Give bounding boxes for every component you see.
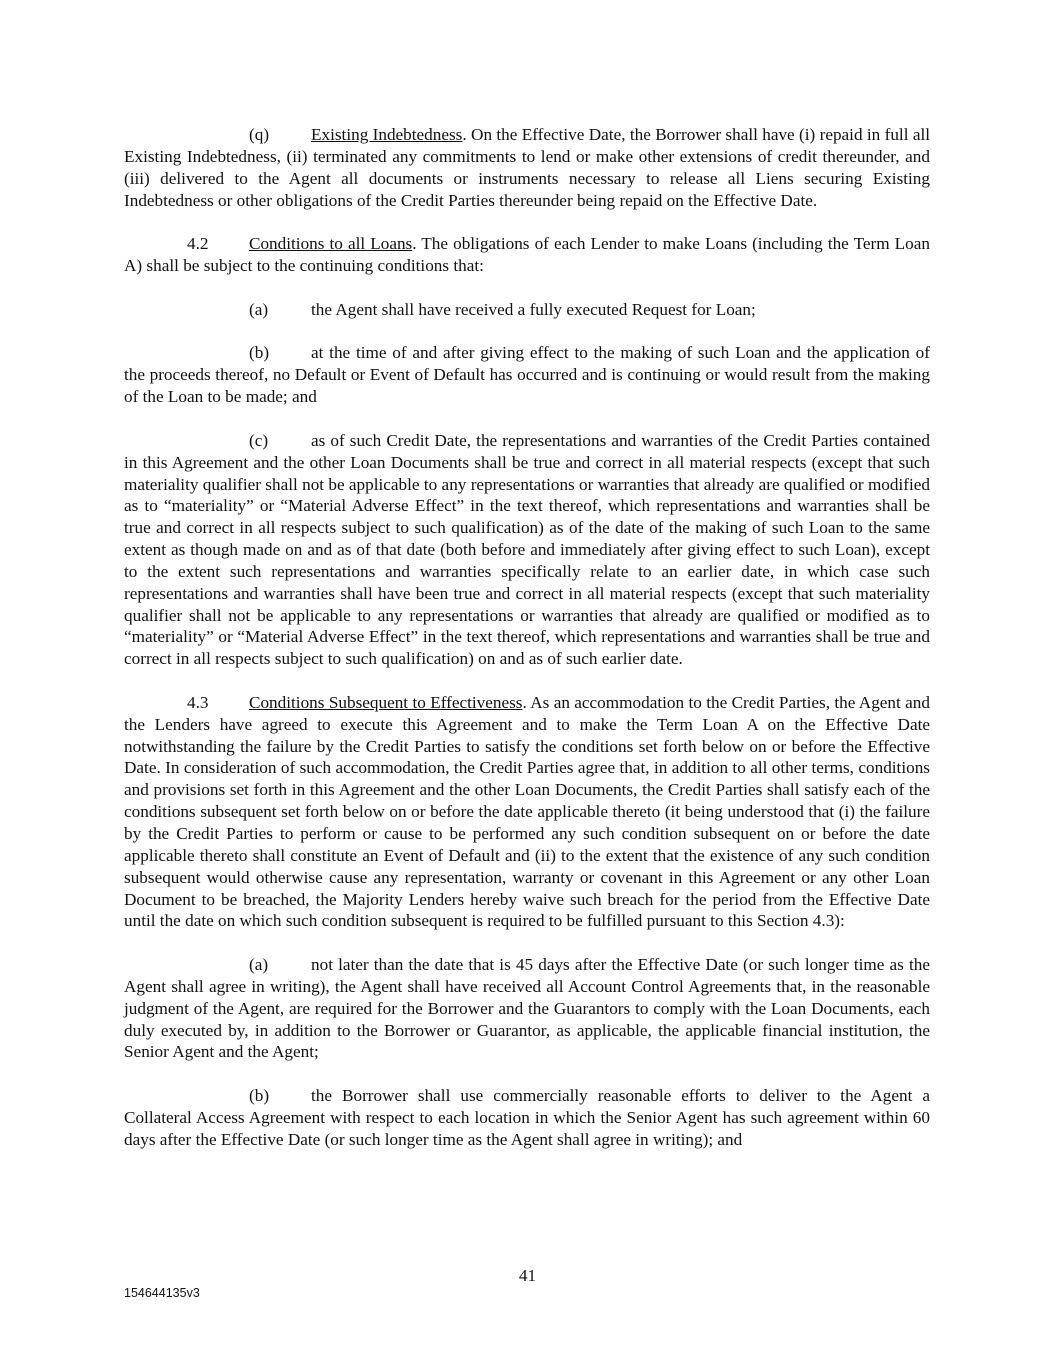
clause-text: the Borrower shall use commercially reasonable efforts to deliver to the Agent a Collateral Access Agreement with respect to each location in which the Senior Agent has such agreement within 60 days after the Effective Date (or such longer time as the Agent shall agree in writing); and <box>124 1086 930 1149</box>
clause-label: (c) <box>249 430 269 450</box>
clause-label: (b) <box>249 1086 270 1106</box>
section-paragraph <box>124 233 930 277</box>
clause-text: not later than the date that is 45 days after the Effective Date (or such longer time as the Agent shall agree in writing), the Agent shall have received all Account Control Agreements that, in the reasonable judgment of the Agent, are required for the Borrower and the Guarantors to comply with the Loan Documents, each duly executed by, in addition to the Borrower or Guarantor, as applicable, the applicable financial institution, the Senior Agent and the Agent; <box>124 955 930 1062</box>
clause-text: . As an accommodation to the Credit Parties, the Agent and the Lenders have agreed to execute this Agreement and to make the Term Loan A on the Effective Date notwithstanding the failure by the Credit Parties to satisfy the conditions set forth below on or before the Effective Date. In consideration of such accommodation, the Credit Parties agree that, in addition to all other terms, conditions and provisions set forth in this Agreement and the other Loan Documents, the Credit Parties shall satisfy each of the conditions subsequent set forth below on or before the date applicable thereto (it being understood that (i) the failure by the Credit Parties to perform or cause to be performed any such condition subsequent on or before the date applicable thereto shall constitute an Event of Default and (ii) to the extent that the existence of any such condition subsequent would otherwise cause any representation, warranty or covenant in this Agreement or any other Loan Document to be breached, the Majority Lenders hereby waive such breach for the period from the Effective Date until the date on which such condition subsequent is required to be fulfilled pursuant to this Section 4.3): <box>124 692 930 931</box>
clause-text: as of such Credit Date, the representations and warranties of the Credit Parties contained in this Agreement and the other Loan Documents shall be true and correct in all material respects (except that such materiality qualifier shall not be applicable to any representations or warranties that already are qualified or modified as to “materiality” or “Material Adverse Effect” in the text thereof, which representations and warranties shall be true and correct in all respects subject to such qualification) as of the date of the making of such Loan to the same extent as though made on and as of that date (both before and immediately after giving effect to such Loan), except to the extent such representations and warranties specifically relate to an earlier date, in which case such representations and warranties shall have been true and correct in all material respects (except that such materiality qualifier shall not be applicable to any representations or warranties that already are qualified or modified as to “materiality” or “Material Adverse Effect” in the text thereof, which representations and warranties shall be true and correct in all respects subject to such qualification) on and as of such earlier date. <box>124 430 930 669</box>
clause-text: . On the Effective Date, the Borrower shall have (i) repaid in full all Existing Indebtedness, (ii) terminated any commitments to lend or make other extensions of credit thereunder, and (iii) delivered to the Agent all documents or instruments necessary to release all Liens securing Existing Indebtedness or other obligations of the Credit Parties thereunder being repaid on the Effective Date. <box>124 125 931 210</box>
clause-label: 4.2 <box>187 234 209 254</box>
clause-paragraph <box>124 430 930 670</box>
clause-heading: Existing Indebtedness <box>311 125 463 144</box>
clause-paragraph <box>124 342 930 408</box>
clause-heading: Conditions to all Loans <box>249 234 413 254</box>
clause-paragraph <box>124 124 930 211</box>
clause-label: (b) <box>249 343 270 363</box>
clause-heading: Conditions Subsequent to Effectiveness <box>249 692 523 712</box>
document-id: 154644135v3 <box>124 1286 200 1300</box>
clause-paragraph <box>124 1085 930 1151</box>
clause-label: (a) <box>249 955 269 975</box>
clause-label: (a) <box>249 299 269 319</box>
clause-label: (q) <box>249 125 270 144</box>
clause-text: the Agent shall have received a fully executed Request for Loan; <box>311 299 756 319</box>
document-body <box>124 124 930 1173</box>
clause-paragraph <box>124 954 930 1063</box>
section-paragraph <box>124 692 930 932</box>
clause-text: at the time of and after giving effect to the making of such Loan and the application of the proceeds thereof, no Default or Event of Default has occurred and is continuing or would result from the making of the Loan to be made; and <box>124 343 930 407</box>
clause-text: . The obligations of each Lender to make Loans (including the Term Loan A) shall be subject to the continuing conditions that: <box>124 234 930 276</box>
page-number: 41 <box>518 1266 537 1285</box>
clause-label: 4.3 <box>187 692 209 712</box>
clause-paragraph <box>124 299 930 321</box>
